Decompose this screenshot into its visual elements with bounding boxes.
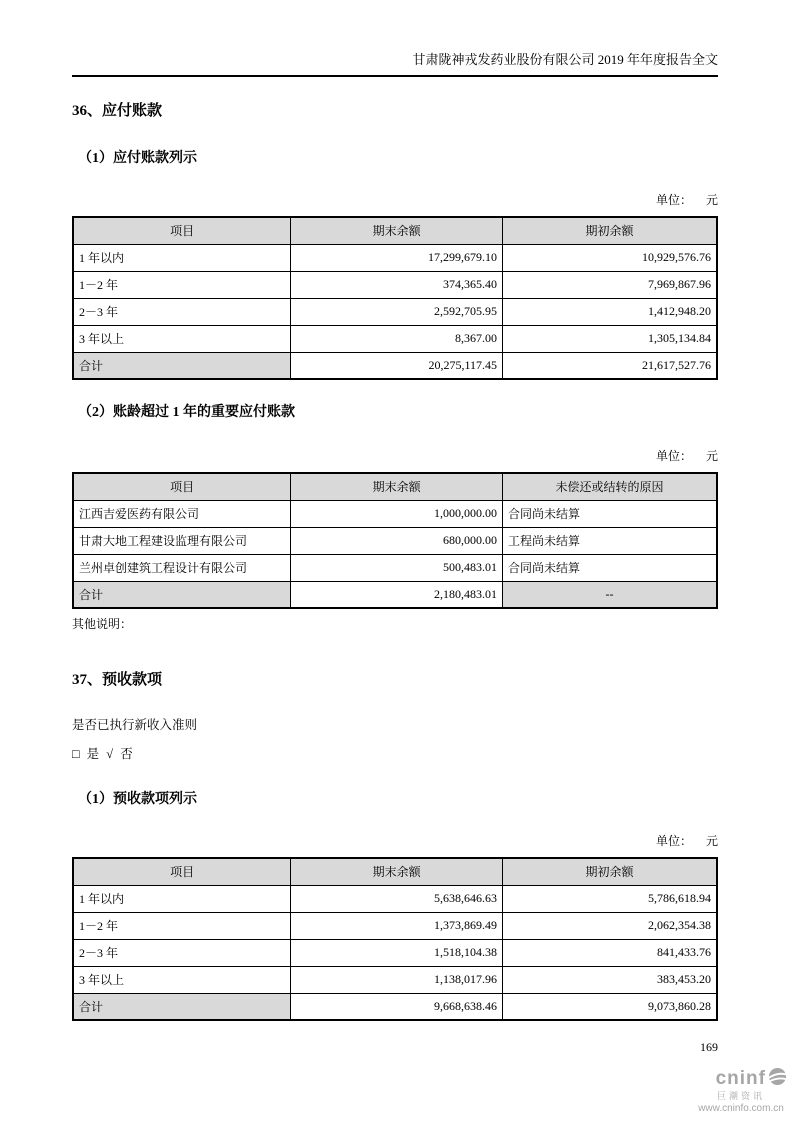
table-cell: 5,786,618.94 — [503, 885, 717, 912]
table-row — [73, 325, 717, 352]
unit-line-2 — [72, 447, 718, 464]
table-cell: 1,373,869.49 — [291, 912, 503, 939]
table-cell: 工程尚未结算 — [503, 527, 717, 554]
table-cell: 20,275,117.45 — [291, 352, 503, 379]
cninfo-url: www.cninfo.com.cn — [698, 1103, 784, 1114]
table-cell: 8,367.00 — [291, 325, 503, 352]
new-revenue-standard-answer: □ 是 √ 否 — [72, 747, 135, 761]
table-cell: 374,365.40 — [291, 271, 503, 298]
table-cell: 1,305,134.84 — [503, 325, 717, 352]
globe-swoosh-icon — [768, 1067, 787, 1090]
table-cell: 7,969,867.96 — [503, 271, 717, 298]
table-total-row — [73, 352, 717, 379]
table-cell: 383,453.20 — [503, 966, 717, 993]
doc-header-title: 甘肃陇神戎发药业股份有限公司 2019 年年度报告全文 — [72, 52, 718, 77]
unit-line-3 — [72, 832, 718, 849]
table-cell: 江西吉爱医药有限公司 — [73, 500, 291, 527]
table-cell: 2－3 年 — [73, 939, 291, 966]
table-cell: 1,518,104.38 — [291, 939, 503, 966]
advances-received-table — [72, 857, 718, 1021]
unit-label: 单位： — [655, 449, 692, 463]
table-cell: 合计 — [73, 581, 291, 608]
important-payables-table — [72, 472, 718, 609]
table-cell: 2,180,483.01 — [291, 581, 503, 608]
cninfo-chinese-name: 巨潮资讯 — [716, 1091, 765, 1101]
table-header-cell: 期末余额 — [291, 217, 503, 244]
table-row — [73, 271, 717, 298]
table-header-row — [73, 473, 717, 500]
table-cell: 1,412,948.20 — [503, 298, 717, 325]
section-36-sub1-title: （1）应付账款列示 — [78, 151, 197, 166]
unit-value: 元 — [705, 834, 718, 848]
table-header-cell: 项目 — [73, 217, 291, 244]
table-header-cell: 期初余额 — [503, 217, 717, 244]
other-note: 其他说明： — [72, 617, 133, 631]
table-cell: 21,617,527.76 — [503, 352, 717, 379]
section-37-title: 37、预收款项 — [72, 672, 163, 688]
unit-value: 元 — [705, 193, 718, 207]
unit-value: 元 — [705, 449, 718, 463]
table-header-cell: 未偿还或结转的原因 — [503, 473, 717, 500]
table-cell: 合计 — [73, 352, 291, 379]
table-cell: 17,299,679.10 — [291, 244, 503, 271]
new-revenue-standard-question: 是否已执行新收入准则 — [72, 718, 198, 732]
table-cell: 1,000,000.00 — [291, 500, 503, 527]
section-36-sub2-title: （2）账龄超过 1 年的重要应付账款 — [78, 405, 295, 420]
table-cell: 1,138,017.96 — [291, 966, 503, 993]
table-header-cell: 项目 — [73, 473, 291, 500]
table-cell: 1－2 年 — [73, 912, 291, 939]
cninfo-logo — [693, 1067, 789, 1114]
table-cell: 合同尚未结算 — [503, 500, 717, 527]
table-cell: -- — [503, 581, 717, 608]
table-header-row — [73, 217, 717, 244]
table-cell: 841,433.76 — [503, 939, 717, 966]
accounts-payable-table — [72, 216, 718, 380]
cninfo-brand-text: cninf — [715, 1068, 766, 1089]
table-row — [73, 966, 717, 993]
table-total-row — [73, 993, 717, 1020]
table-cell: 合计 — [73, 993, 291, 1020]
table-cell: 兰州卓创建筑工程设计有限公司 — [73, 554, 291, 581]
section-36-title: 36、应付账款 — [72, 103, 163, 119]
table-row — [73, 298, 717, 325]
unit-line-1 — [72, 191, 718, 208]
table-row — [73, 939, 717, 966]
table-header-cell: 期末余额 — [291, 858, 503, 885]
table-cell: 1 年以内 — [73, 885, 291, 912]
table-header-cell: 期初余额 — [503, 858, 717, 885]
table-header-row — [73, 858, 717, 885]
table-cell: 3 年以上 — [73, 966, 291, 993]
page-number: 169 — [700, 1040, 718, 1054]
table-header-cell: 项目 — [73, 858, 291, 885]
table-row — [73, 912, 717, 939]
table-cell: 2,062,354.38 — [503, 912, 717, 939]
cninfo-brand-row — [693, 1067, 789, 1090]
table-cell: 甘肃大地工程建设监理有限公司 — [73, 527, 291, 554]
section-37-sub1-title: （1）预收款项列示 — [78, 792, 197, 807]
table-cell: 1 年以内 — [73, 244, 291, 271]
table-row — [73, 244, 717, 271]
table-row — [73, 554, 717, 581]
table-cell: 500,483.01 — [291, 554, 503, 581]
table-cell: 2－3 年 — [73, 298, 291, 325]
table-row — [73, 527, 717, 554]
table-cell: 合同尚未结算 — [503, 554, 717, 581]
table-cell: 680,000.00 — [291, 527, 503, 554]
table-cell: 2,592,705.95 — [291, 298, 503, 325]
table-cell: 1－2 年 — [73, 271, 291, 298]
table-cell: 3 年以上 — [73, 325, 291, 352]
table-row — [73, 500, 717, 527]
table-header-cell: 期末余额 — [291, 473, 503, 500]
unit-label: 单位： — [655, 193, 692, 207]
table-cell: 5,638,646.63 — [291, 885, 503, 912]
unit-label: 单位： — [655, 834, 692, 848]
table-cell: 10,929,576.76 — [503, 244, 717, 271]
table-cell: 9,668,638.46 — [291, 993, 503, 1020]
table-cell: 9,073,860.28 — [503, 993, 717, 1020]
table-row — [73, 885, 717, 912]
table-total-row — [73, 581, 717, 608]
